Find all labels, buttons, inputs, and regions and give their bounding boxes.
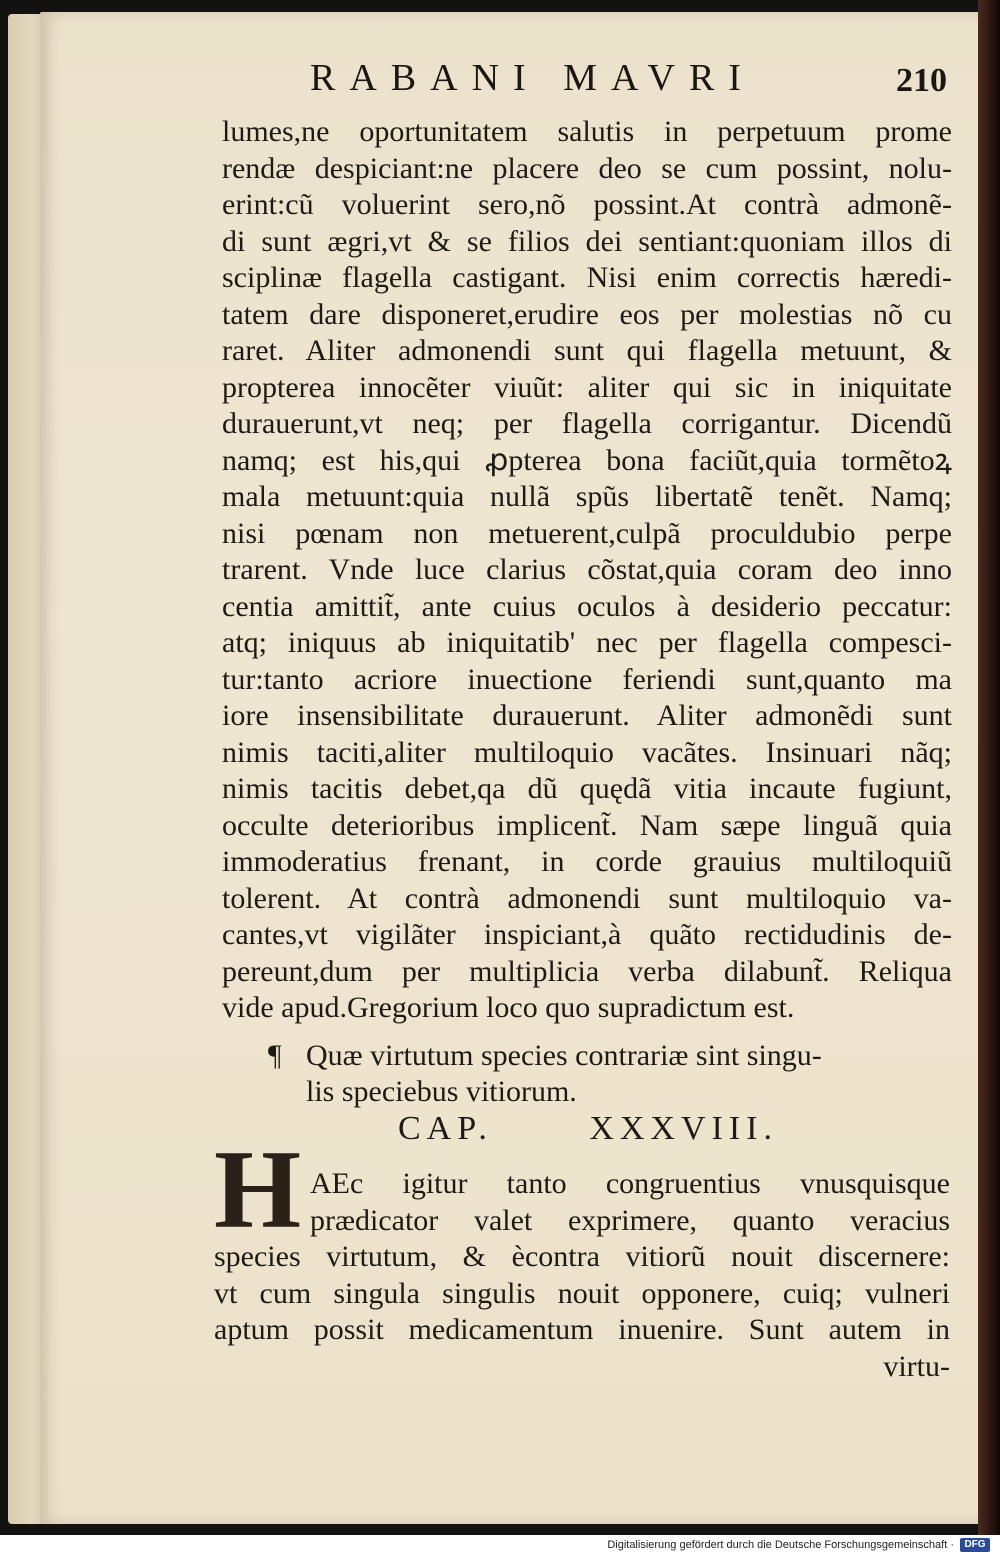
running-head: RABANI MAVRI bbox=[310, 57, 755, 99]
text-line: durauerunt,vt neq; per flagella corrigantur. Dicendũ bbox=[222, 407, 952, 440]
text-line: tatem dare disponeret,erudire eos per molestias nõ cu bbox=[222, 297, 952, 331]
text-line: nisi pœnam non metuerent,culpã proculdubio perpe bbox=[222, 516, 952, 550]
text-line: namq; est his,qui ꝓpterea bona faciũt,quia tormẽtoꝝ bbox=[222, 443, 952, 477]
text-line: tolerent. At contrà admonendi sunt multiloquio va- bbox=[222, 881, 952, 915]
text-line: erint:cũ voluerint sero,nõ possint.At contrà admonẽ- bbox=[222, 188, 952, 221]
catchword: virtu- bbox=[883, 1349, 950, 1383]
heading-line: lis speciebus vitiorum. bbox=[306, 1075, 577, 1108]
chapter-text-block bbox=[214, 1166, 950, 1385]
text-line: nimis taciti,aliter multiloquio vacãtes. Insinuari nãq; bbox=[222, 735, 952, 769]
book-binding bbox=[978, 0, 1000, 1535]
text-line: cantes,vt vigilãter inspiciant,à quãto rectidudinis de- bbox=[222, 918, 952, 951]
chapter-number bbox=[398, 1110, 778, 1148]
text-line: pereunt,dum per multiplicia verba dilabunt̃. Reliqua bbox=[222, 954, 952, 988]
text-line: prædicator valet exprimere, quanto veracius bbox=[310, 1203, 950, 1237]
text-line: AEc igitur tanto congruentius vnusquisque bbox=[310, 1167, 950, 1200]
funding-credit: Digitalisierung gefördert durch die Deutsche Forschungsgemeinschaft · bbox=[607, 1539, 954, 1551]
text-line: nimis tacitis debet,qa dũ quędã vitia incaute fugiunt, bbox=[222, 772, 952, 805]
folio-number: 210 bbox=[896, 62, 947, 99]
text-line: propterea innocẽter viuũt: aliter qui sic in iniquitate bbox=[222, 370, 952, 404]
cap-roman-numeral: XXXVIII. bbox=[589, 1110, 778, 1147]
text-line: vt cum singula singulis nouit opponere, cuiq; vulneri bbox=[214, 1276, 950, 1310]
pilcrow-icon: ¶ bbox=[268, 1039, 282, 1072]
text-line: immoderatius frenant, in corde grauius multiloquiũ bbox=[222, 845, 952, 878]
text-line: lumes,ne oportunitatem salutis in perpetuum prome bbox=[222, 115, 952, 148]
text-line: species virtutum, & ècontra vitiorũ nouit discernere: bbox=[214, 1240, 950, 1273]
text-line: iore insensibilitate durauerunt. Aliter admonẽdi sunt bbox=[222, 699, 952, 732]
text-line: mala metuunt:quia nullã spũs libertatẽ tenẽt. Namq; bbox=[222, 480, 952, 513]
text-line: di sunt ægri,vt & se filios dei sentiant:quoniam illos di bbox=[222, 224, 952, 258]
text-line: aptum possit medicamentum inuenire. Sunt autem in bbox=[214, 1313, 950, 1346]
dfg-logo: DFG bbox=[960, 1538, 990, 1552]
text-line: occulte deterioribus implicent̃. Nam sæpe linguã quia bbox=[222, 808, 952, 842]
body-text-block bbox=[222, 114, 952, 1027]
text-line: atq; iniquus ab iniquitatib' nec per flagella compesci- bbox=[222, 626, 952, 659]
cap-label: CAP. bbox=[398, 1110, 493, 1147]
text-line: trarent. Vnde luce clarius cõstat,quia coram deo inno bbox=[222, 553, 952, 586]
text-line: tur:tanto acriore inuectione feriendi sunt,quanto ma bbox=[222, 662, 952, 696]
heading-line: Quæ virtutum species contrariæ sint singu- bbox=[306, 1039, 822, 1072]
text-line: rendæ despiciant:ne placere deo se cum possint, nolu- bbox=[222, 151, 952, 185]
text-line: raret. Aliter admonendi sunt qui flagella metuunt, & bbox=[222, 334, 952, 367]
text-line: sciplinæ flagella castigant. Nisi enim correctis hæredi- bbox=[222, 261, 952, 294]
chapter-heading bbox=[270, 1038, 950, 1110]
text-line: centia amittit̃, ante cuius oculos à desiderio peccatur: bbox=[222, 589, 952, 623]
drop-cap: H bbox=[214, 1128, 302, 1252]
text-line: vide apud.Gregorium loco quo supradictum est. bbox=[222, 991, 795, 1024]
